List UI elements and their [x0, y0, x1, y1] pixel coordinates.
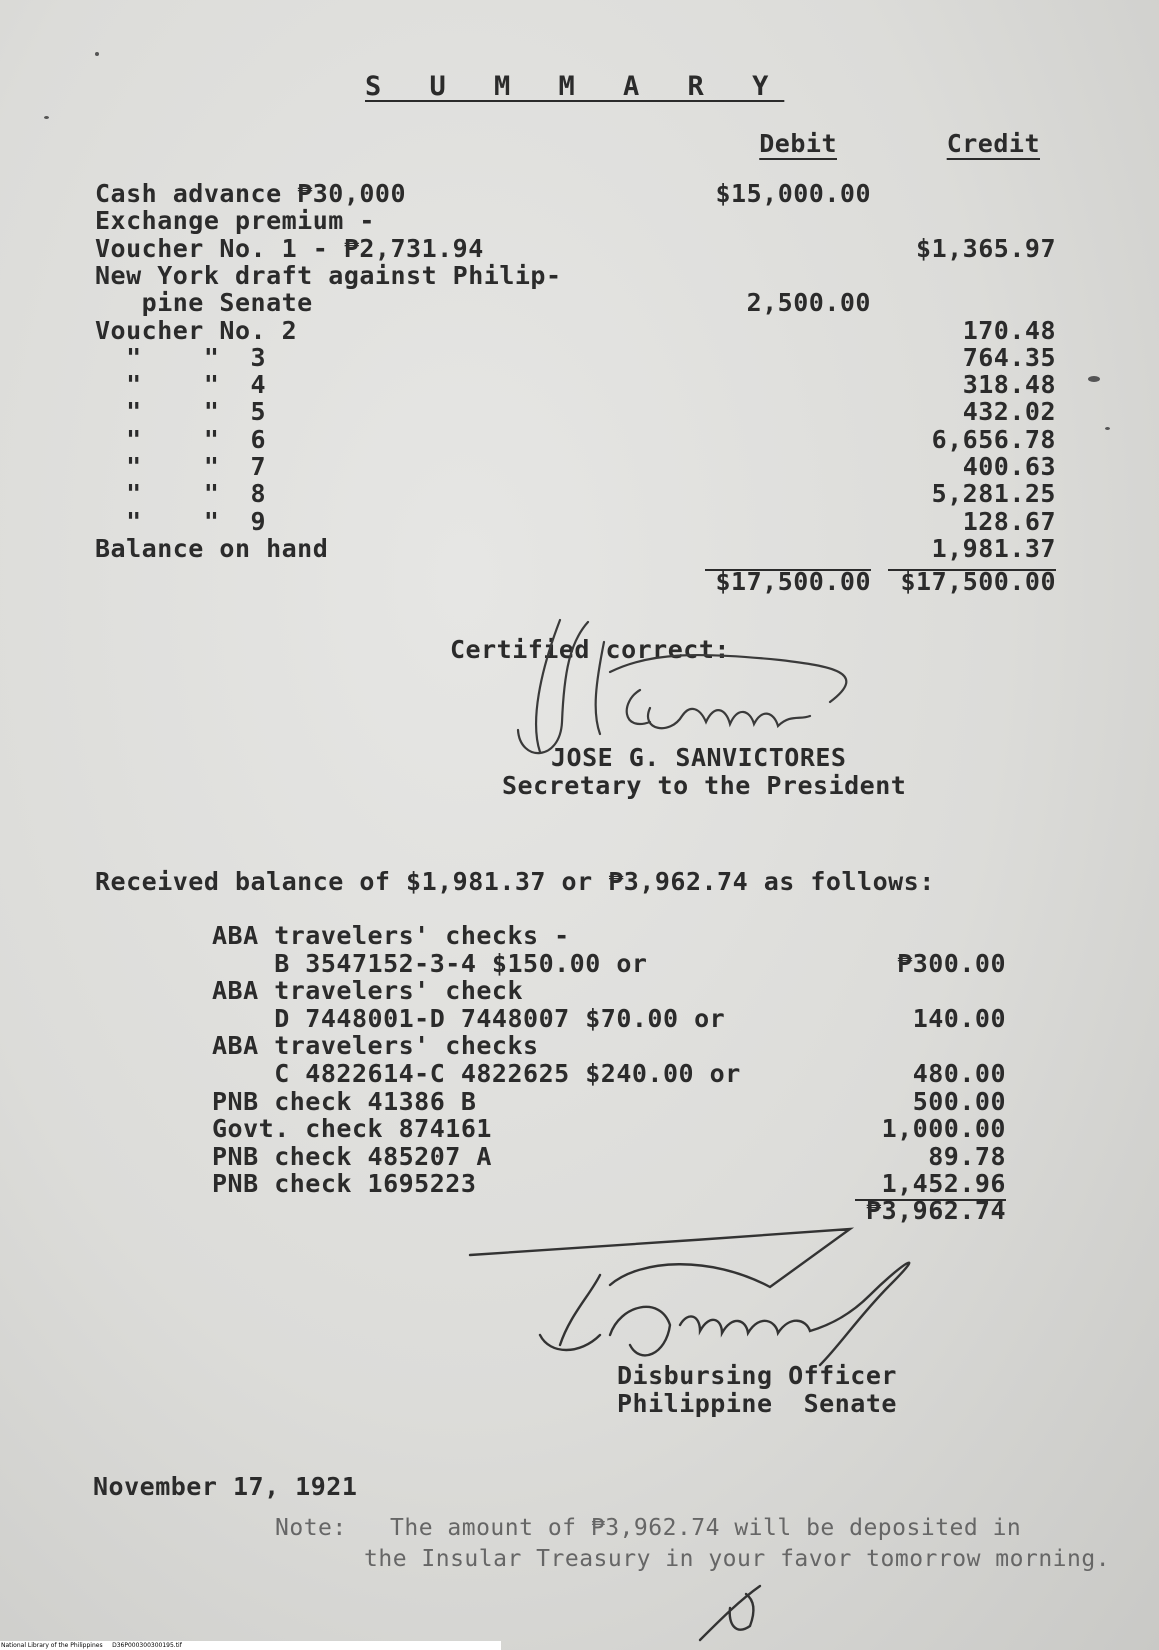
ledger-row-label: " " 5: [95, 397, 267, 426]
received-item-amount: 89.78: [928, 1142, 1006, 1171]
note-label: Note:: [275, 1515, 347, 1541]
ledger-row-label: Voucher No. 2: [95, 316, 298, 345]
ledger-row-credit: 6,656.78: [931, 425, 1056, 454]
ledger-row-credit: 5,281.25: [931, 479, 1056, 508]
archive-footer: National Library of the Philippines D36P000300300195.tif: [0, 1641, 501, 1650]
received-item-line: D 7448001-D 7448007 $70.00 or: [212, 1004, 726, 1033]
received-item-line: ABA travelers' checks -: [212, 921, 570, 950]
note-line-1: The amount of ₱3,962.74 will be deposited in: [390, 1515, 1022, 1541]
ledger-row-label: Cash advance ₱30,000: [95, 179, 407, 208]
received-item-amount: 500.00: [912, 1087, 1006, 1116]
ledger-row-label: " " 6: [95, 425, 267, 454]
disbursing-officer-office: Philippine Senate: [617, 1389, 897, 1418]
debit-column-header: Debit: [759, 129, 837, 158]
received-heading: Received balance of $1,981.37 or ₱3,962.74 as follows:: [95, 867, 935, 896]
received-item-amount: 1,452.96: [881, 1169, 1006, 1198]
ledger-row-debit: 2,500.00: [746, 288, 871, 317]
ledger-row-credit: 170.48: [962, 316, 1056, 345]
received-item-line: ABA travelers' check: [212, 976, 524, 1005]
ledger-row-label: New York draft against Philip-: [95, 261, 562, 290]
ledger-row-label: Balance on hand: [95, 534, 329, 563]
received-item-line: PNB check 41386 B: [212, 1087, 477, 1116]
initial-mark: [690, 1580, 780, 1650]
debit-total: $17,500.00: [715, 567, 871, 596]
certification-label: Certified correct:: [450, 635, 730, 664]
paper-speck: [44, 116, 49, 119]
ledger-row-label: " " 9: [95, 507, 267, 536]
paper-speck: [1105, 427, 1110, 430]
received-item-amount: 140.00: [912, 1004, 1006, 1033]
ledger-row-label: Exchange premium -: [95, 206, 375, 235]
ledger-row-credit: 318.48: [962, 370, 1056, 399]
ledger-row-label: " " 8: [95, 479, 267, 508]
ledger-row-credit: $1,365.97: [916, 234, 1056, 263]
paper-speck: [1088, 376, 1100, 382]
note-line-2: the Insular Treasury in your favor tomorrow morning.: [364, 1546, 1111, 1572]
received-item-amount: 1,000.00: [881, 1114, 1006, 1143]
received-item-amount: 480.00: [912, 1059, 1006, 1088]
ledger-row-credit: 1,981.37: [931, 534, 1056, 563]
ledger-row-credit: 400.63: [962, 452, 1056, 481]
received-total: ₱3,962.74: [866, 1196, 1006, 1225]
credit-total: $17,500.00: [900, 567, 1056, 596]
credit-column-header: Credit: [946, 129, 1040, 158]
ledger-row-label: " " 7: [95, 452, 267, 481]
document-title: S U M M A R Y: [365, 71, 785, 102]
ledger-row-debit: $15,000.00: [715, 179, 871, 208]
document-date: November 17, 1921: [93, 1472, 358, 1501]
ledger-row-label: Voucher No. 1 - ₱2,731.94: [95, 234, 484, 263]
received-item-line: B 3547152-3-4 $150.00 or: [212, 949, 648, 978]
disbursing-officer-title: Disbursing Officer: [617, 1361, 897, 1390]
received-item-line: PNB check 1695223: [212, 1169, 477, 1198]
ledger-row-label: pine Senate: [95, 288, 313, 317]
received-item-amount: ₱300.00: [897, 949, 1006, 978]
ledger-row-label: " " 4: [95, 370, 267, 399]
received-item-line: PNB check 485207 A: [212, 1142, 492, 1171]
ledger-row-credit: 432.02: [962, 397, 1056, 426]
paper-speck: [95, 52, 99, 56]
received-item-line: C 4822614-C 4822625 $240.00 or: [212, 1059, 741, 1088]
received-item-line: ABA travelers' checks: [212, 1031, 539, 1060]
ledger-row-credit: 128.67: [962, 507, 1056, 536]
ledger-row-credit: 764.35: [962, 343, 1056, 372]
ledger-row-label: " " 3: [95, 343, 267, 372]
certifier-name: JOSE G. SANVICTORES: [551, 743, 847, 772]
certifier-position: Secretary to the President: [502, 771, 907, 800]
received-item-line: Govt. check 874161: [212, 1114, 492, 1143]
